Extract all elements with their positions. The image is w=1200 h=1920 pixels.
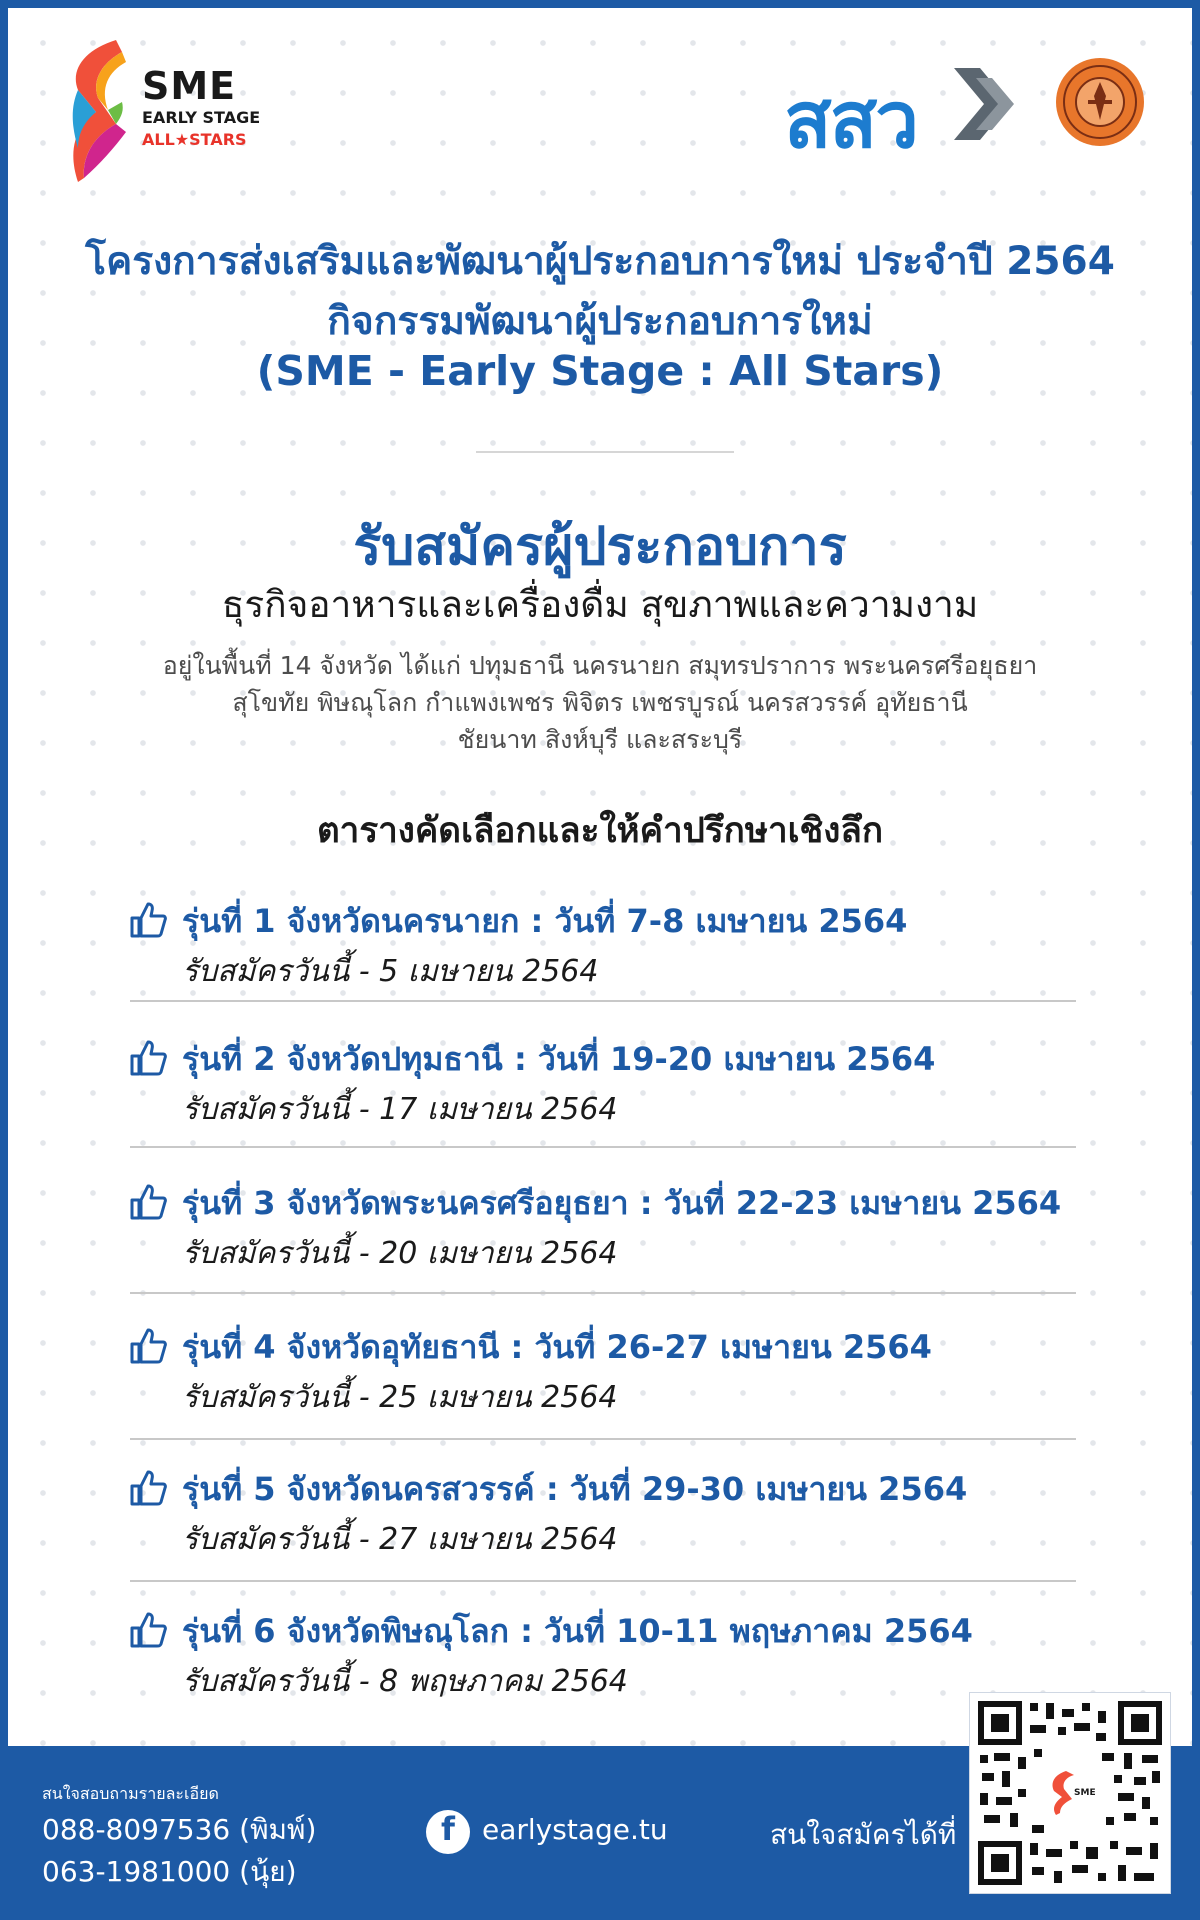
agency-arrows-icon: [950, 62, 1026, 146]
round-deadline: รับสมัครวันนี้ - 17 เมษายน 2564: [182, 1092, 618, 1127]
agency-logo-text: สสว: [784, 76, 918, 166]
area-line: อยู่ในพื้นที่ 14 จังหวัด ได้แก่ ปทุมธานี นครนายก สมุทรปราการ พระนครศรีอยุธยา: [162, 651, 1038, 680]
area-line: สุโขทัย พิษณุโลก กำแพงเพชร พิจิตร เพชรบูรณ์ นครสวรรค์ อุทัยธานี: [232, 688, 968, 717]
round-divider: [130, 1000, 1076, 1002]
round-deadline: รับสมัครวันนี้ - 25 เมษายน 2564: [182, 1380, 618, 1415]
schedule-round: [128, 1178, 1078, 1288]
round-title: รุ่นที่ 2 จังหวัดปทุมธานี : วันที่ 19-20 เมษายน 2564: [182, 1040, 936, 1078]
round-deadline: รับสมัครวันนี้ - 8 พฤษภาคม 2564: [182, 1664, 628, 1699]
section-divider: [476, 451, 734, 453]
facebook-icon[interactable]: f: [426, 1810, 470, 1854]
sme-logo-subtext: EARLY STAGE: [142, 108, 261, 127]
thumbs-up-icon: [128, 1610, 168, 1650]
schedule-title: ตารางคัดเลือกและให้คำปรึกษาเชิงลึก: [316, 811, 884, 851]
round-deadline: รับสมัครวันนี้ - 5 เมษายน 2564: [182, 954, 599, 989]
thumbs-up-icon: [128, 1038, 168, 1078]
round-deadline: รับสมัครวันนี้ - 27 เมษายน 2564: [182, 1522, 618, 1557]
round-divider: [130, 1580, 1076, 1582]
activity-title: กิจกรรมพัฒนาผู้ประกอบการใหม่: [327, 299, 873, 344]
qr-code-icon: [974, 1697, 1166, 1889]
round-divider: [130, 1146, 1076, 1148]
phone-number[interactable]: 063-1981000 (นุ้ย): [42, 1855, 297, 1888]
qr-code[interactable]: [970, 1693, 1170, 1893]
program-name: (SME - Early Stage : All Stars): [256, 347, 944, 395]
round-deadline: รับสมัครวันนี้ - 20 เมษายน 2564: [182, 1236, 618, 1271]
round-title: รุ่นที่ 6 จังหวัดพิษณุโลก : วันที่ 10-11 พฤษภาคม 2564: [182, 1612, 973, 1650]
round-title: รุ่นที่ 5 จังหวัดนครสวรรค์ : วันที่ 29-30 เมษายน 2564: [182, 1470, 968, 1508]
area-line: ชัยนาท สิงห์บุรี และสระบุรี: [457, 725, 743, 754]
sme-logo-text: SME: [142, 64, 237, 108]
round-divider: [130, 1292, 1076, 1294]
phone-number[interactable]: 088-8097536 (พิมพ์): [42, 1813, 317, 1846]
sme-s-mark-icon: [64, 36, 134, 186]
facebook-page-link[interactable]: earlystage.tu: [482, 1813, 668, 1846]
recruit-heading: รับสมัครผู้ประกอบการ: [353, 517, 847, 577]
schedule-round: [128, 1464, 1078, 1574]
round-title: รุ่นที่ 4 จังหวัดอุทัยธานี : วันที่ 26-27 เมษายน 2564: [182, 1328, 932, 1366]
svg-text:SME: SME: [1074, 1788, 1096, 1798]
thumbs-up-icon: [128, 1182, 168, 1222]
project-title: โครงการส่งเสริมและพัฒนาผู้ประกอบการใหม่ ประจำปี 2564: [85, 239, 1115, 284]
business-sectors: ธุรกิจอาหารและเครื่องดื่ม สุขภาพและความงาม: [221, 583, 979, 626]
university-seal-logo: [1054, 56, 1146, 148]
apply-here-text: สนใจสมัครได้ที่: [770, 1818, 957, 1851]
contact-label: สนใจสอบถามรายละเอียด: [42, 1784, 219, 1803]
schedule-round: [128, 1322, 1078, 1432]
schedule-round: [128, 1606, 1078, 1716]
thumbs-up-icon: [128, 1468, 168, 1508]
thumbs-up-icon: [128, 1326, 168, 1366]
sme-early-stage-logo: [64, 36, 274, 186]
schedule-round: [128, 1034, 1078, 1144]
round-title: รุ่นที่ 3 จังหวัดพระนครศรีอยุธยา : วันที่ 22-23 เมษายน 2564: [182, 1184, 1062, 1222]
round-divider: [130, 1438, 1076, 1440]
schedule-round: [128, 896, 1078, 1006]
sme-logo-allstars: ALL★STARS: [142, 130, 247, 149]
thumbs-up-icon: [128, 900, 168, 940]
round-title: รุ่นที่ 1 จังหวัดนครนายก : วันที่ 7-8 เมษายน 2564: [182, 902, 908, 940]
